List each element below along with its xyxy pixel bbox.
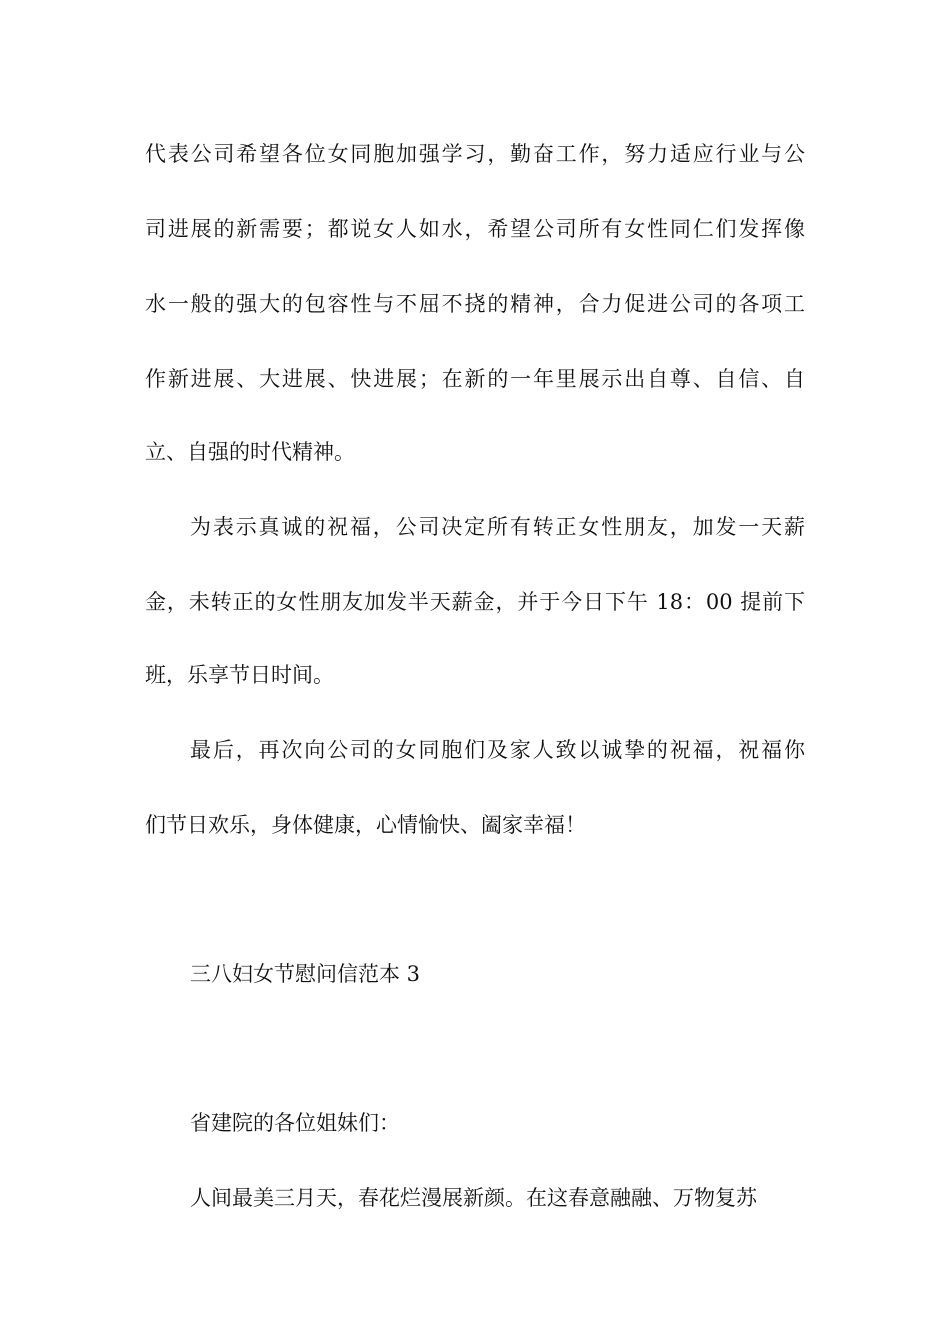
paragraph-1-line-2: 司进展的新需要；都说女人如水，希望公司所有女性同仁们发挥像 [145, 217, 805, 241]
paragraph-2-line-3: 班，乐享节日时间。 [145, 663, 334, 687]
paragraph-4-line-1: 人间最美三月天，春花烂漫展新颜。在这春意融融、万物复苏 [190, 1186, 757, 1210]
salutation: 省建院的各位姐妹们： [190, 1111, 400, 1135]
paragraph-3-line-1: 最后，再次向公司的女同胞们及家人致以诚挚的祝福，祝福你 [190, 738, 805, 762]
paragraph-1-line-4: 作新进展、大进展、快进展；在新的一年里展示出自尊、自信、自 [145, 367, 805, 391]
section-title: 三八妇女节慰问信范本 3 [190, 962, 421, 986]
paragraph-1-line-3: 水一般的强大的包容性与不屈不挠的精神，合力促进公司的各项工 [145, 292, 805, 316]
paragraph-1-line-1: 代表公司希望各位女同胞加强学习，勤奋工作，努力适应行业与公 [145, 142, 805, 166]
paragraph-1-line-5: 立、自强的时代精神。 [145, 440, 355, 464]
paragraph-2-line-1: 为表示真诚的祝福，公司决定所有转正女性朋友，加发一天薪 [190, 515, 805, 539]
paragraph-2-line-2: 金，未转正的女性朋友加发半天薪金，并于今日下午 18：00 提前下 [145, 590, 805, 614]
paragraph-3-line-2: 们节日欢乐，身体健康，心情愉快、阖家幸福！ [145, 813, 586, 837]
